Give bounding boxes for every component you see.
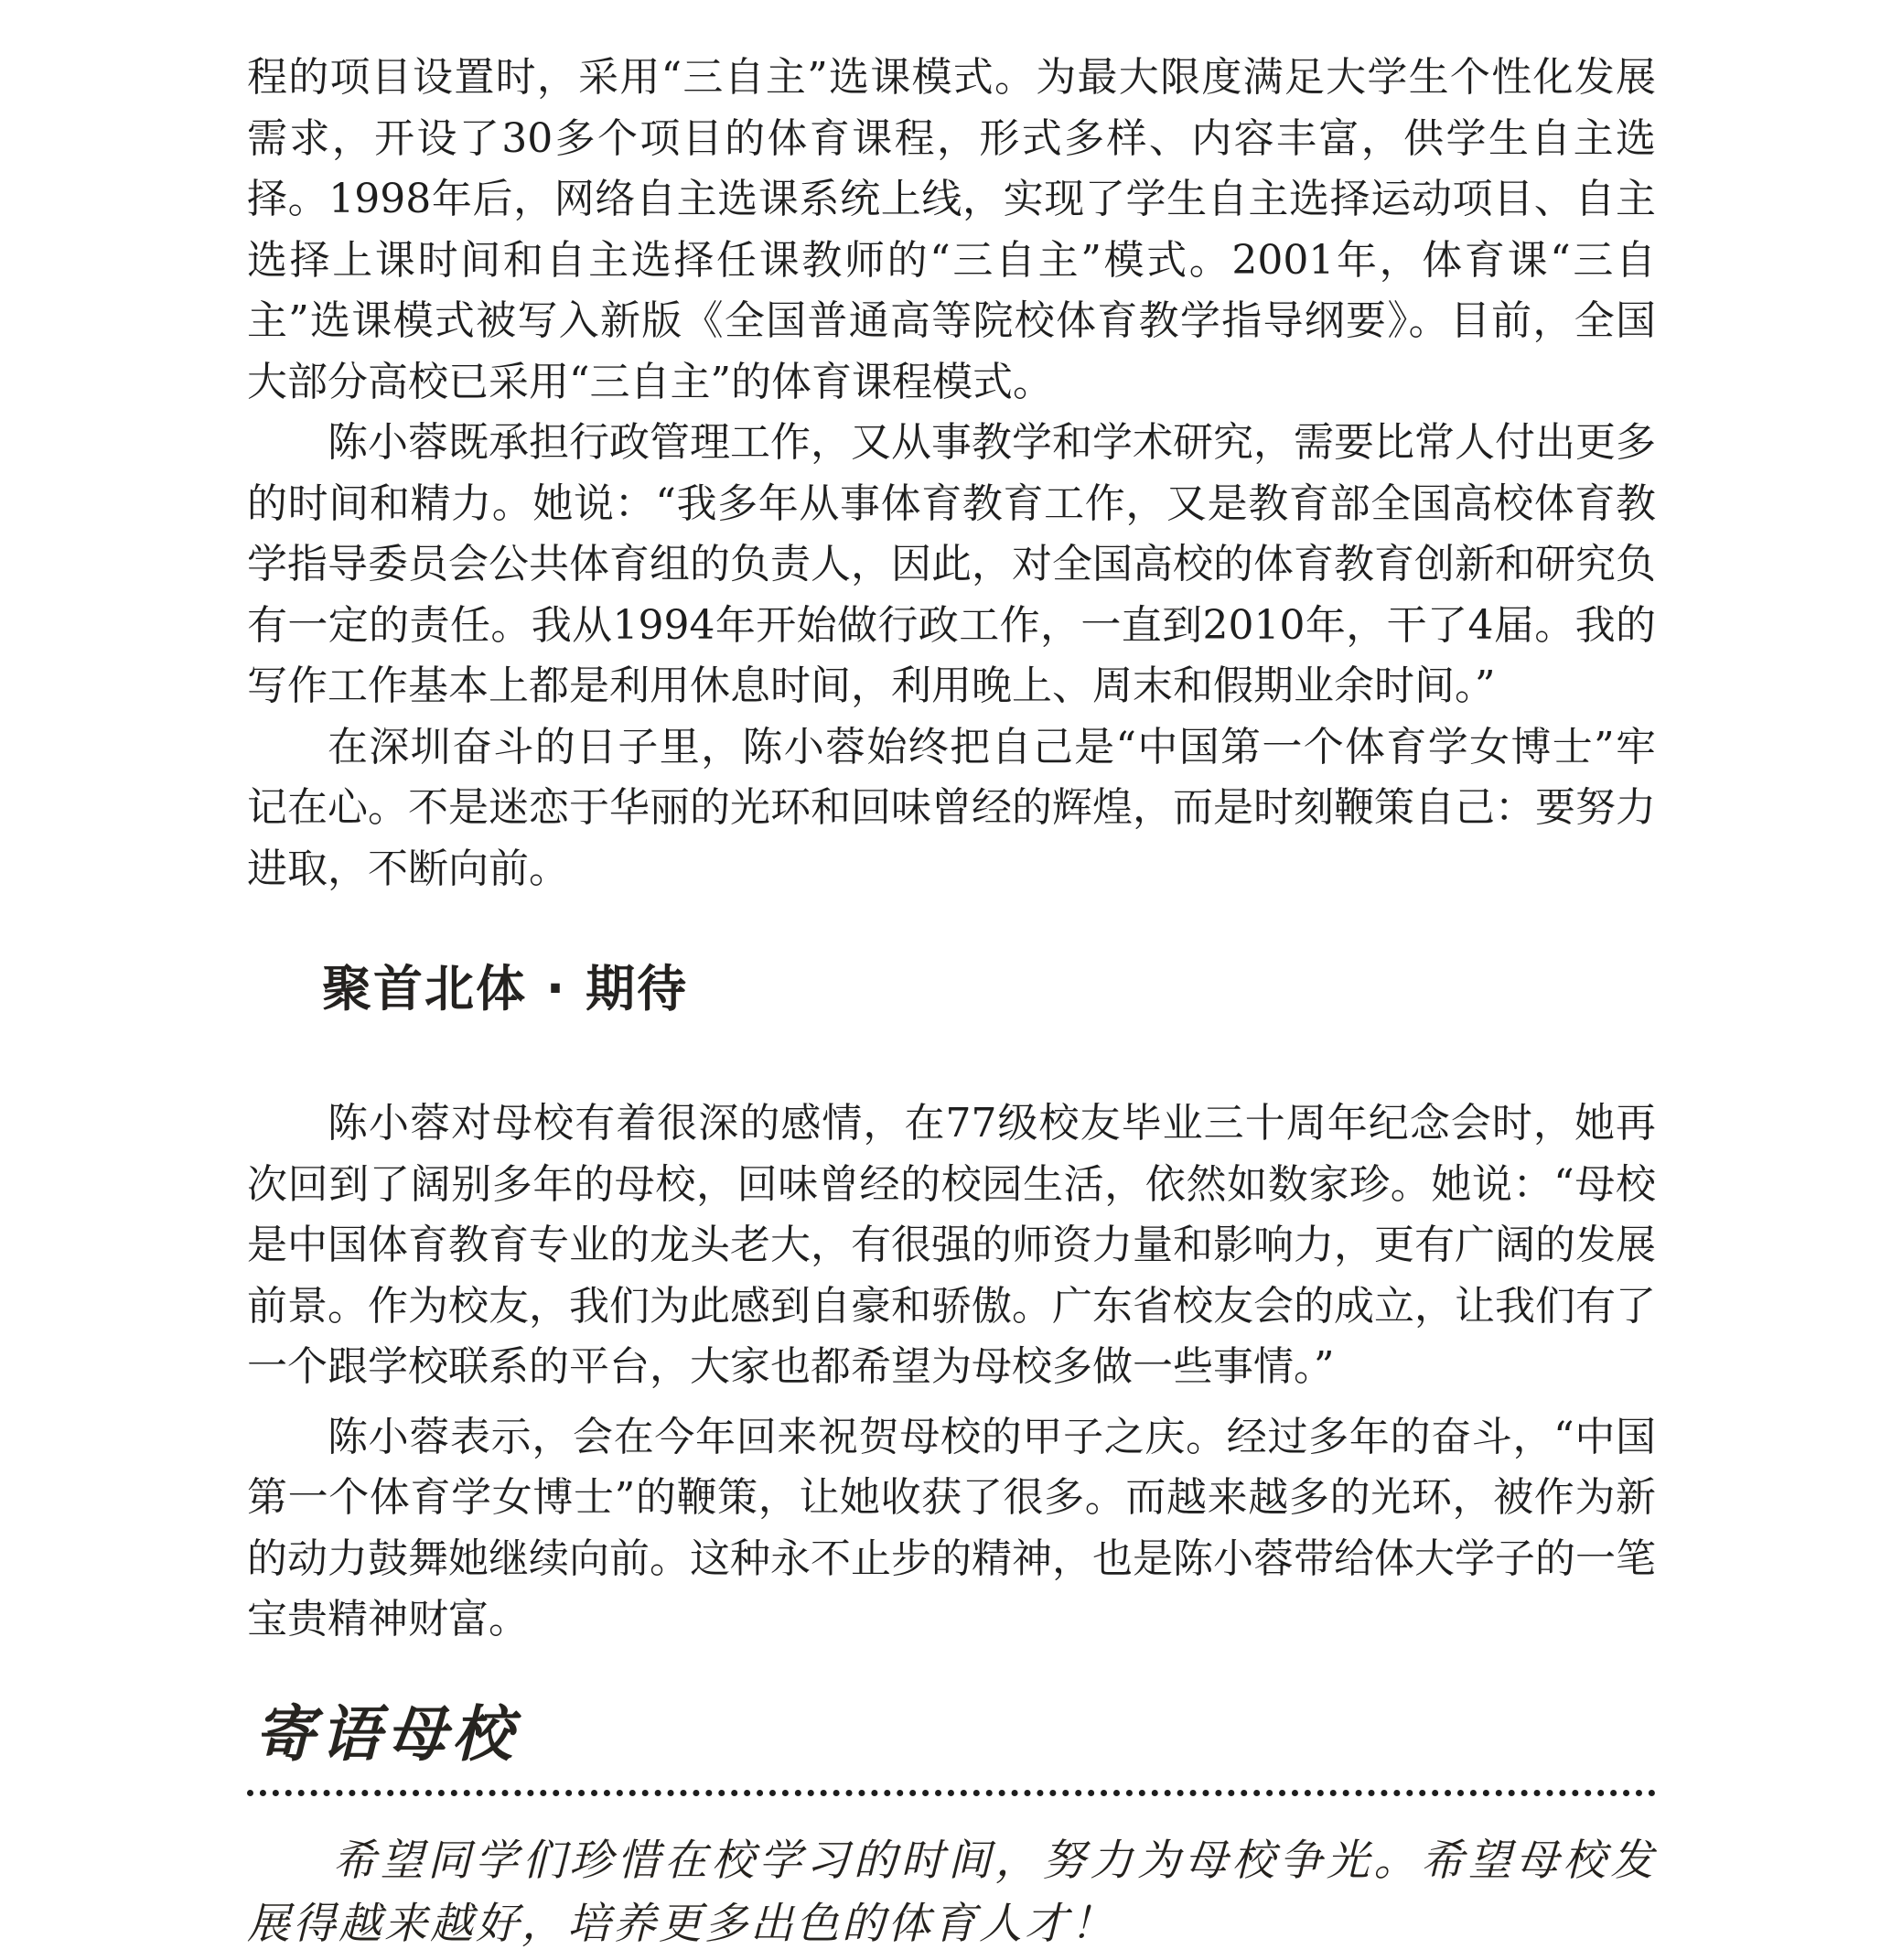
- section-heading: 聚首北体 · 期待: [322, 960, 689, 1018]
- dotted-divider: [247, 1790, 1656, 1796]
- paragraph-course-model: 程的项目设置时，采用“三自主”选课模式。为最大限度满足大学生个性化发展需求，开设了30多个项目的体育课程，形式多样、内容丰富，供学生自主选择。1998年后，网络自主选课系统上线，实现了学生自主选择运动项目、自主选择上课时间和自主选择任课教师的“三自主”模式。2001年，体育课“三自主”选课模式被写入新版《全国普通高等院校体育教学指导纲要》。目前，全国大部分高校已采用“三自主”的体育课程模式。: [247, 54, 1656, 405]
- paragraph-alma-mater-feelings: 陈小蓉对母校有着很深的感情，在77级校友毕业三十周年纪念会时，她再次回到了阔别多年的母校，回味曾经的校园生活，依然如数家珍。她说：“母校是中国体育教育专业的龙头老大，有很强的师资力量和影响力，更有广阔的发展前景。作为校友，我们为此感到自豪和骄傲。广东省校友会的成立，让我们有了一个跟学校联系的平台，大家也都希望为母校多做一些事情。”: [247, 1100, 1656, 1390]
- calligraphy-heading: 寄语母校: [254, 1697, 518, 1770]
- paragraph-shenzhen-striving: 在深圳奋斗的日子里，陈小蓉始终把自己是“中国第一个体育学女博士”牢记在心。不是迷恋于华丽的光环和回味曾经的辉煌，而是时刻鞭策自己：要努力进取，不断向前。: [247, 723, 1656, 892]
- text-column: [247, 0, 1656, 1955]
- paragraph-admin-and-research: 陈小蓉既承担行政管理工作，又从事教学和学术研究，需要比常人付出更多的时间和精力。她说：“我多年从事体育教育工作，又是教育部全国高校体育教学指导委员会公共体育组的负责人，因此，对全国高校的体育教育创新和研究负有一定的责任。我从1994年开始做行政工作，一直到2010年，干了4届。我的写作工作基本上都是利用休息时间，利用晚上、周末和假期业余时间。”: [247, 419, 1656, 709]
- paragraph-anniversary: 陈小蓉表示，会在今年回来祝贺母校的甲子之庆。经过多年的奋斗，“中国第一个体育学女博士”的鞭策，让她收获了很多。而越来越多的光环，被作为新的动力鼓舞她继续向前。这种永不止步的精神，也是陈小蓉带给体大学子的一笔宝贵精神财富。: [247, 1413, 1656, 1642]
- closing-message: 希望同学们珍惜在校学习的时间，努力为母校争光。希望母校发展得越来越好，培养更多出色的体育人才！: [247, 1835, 1656, 1949]
